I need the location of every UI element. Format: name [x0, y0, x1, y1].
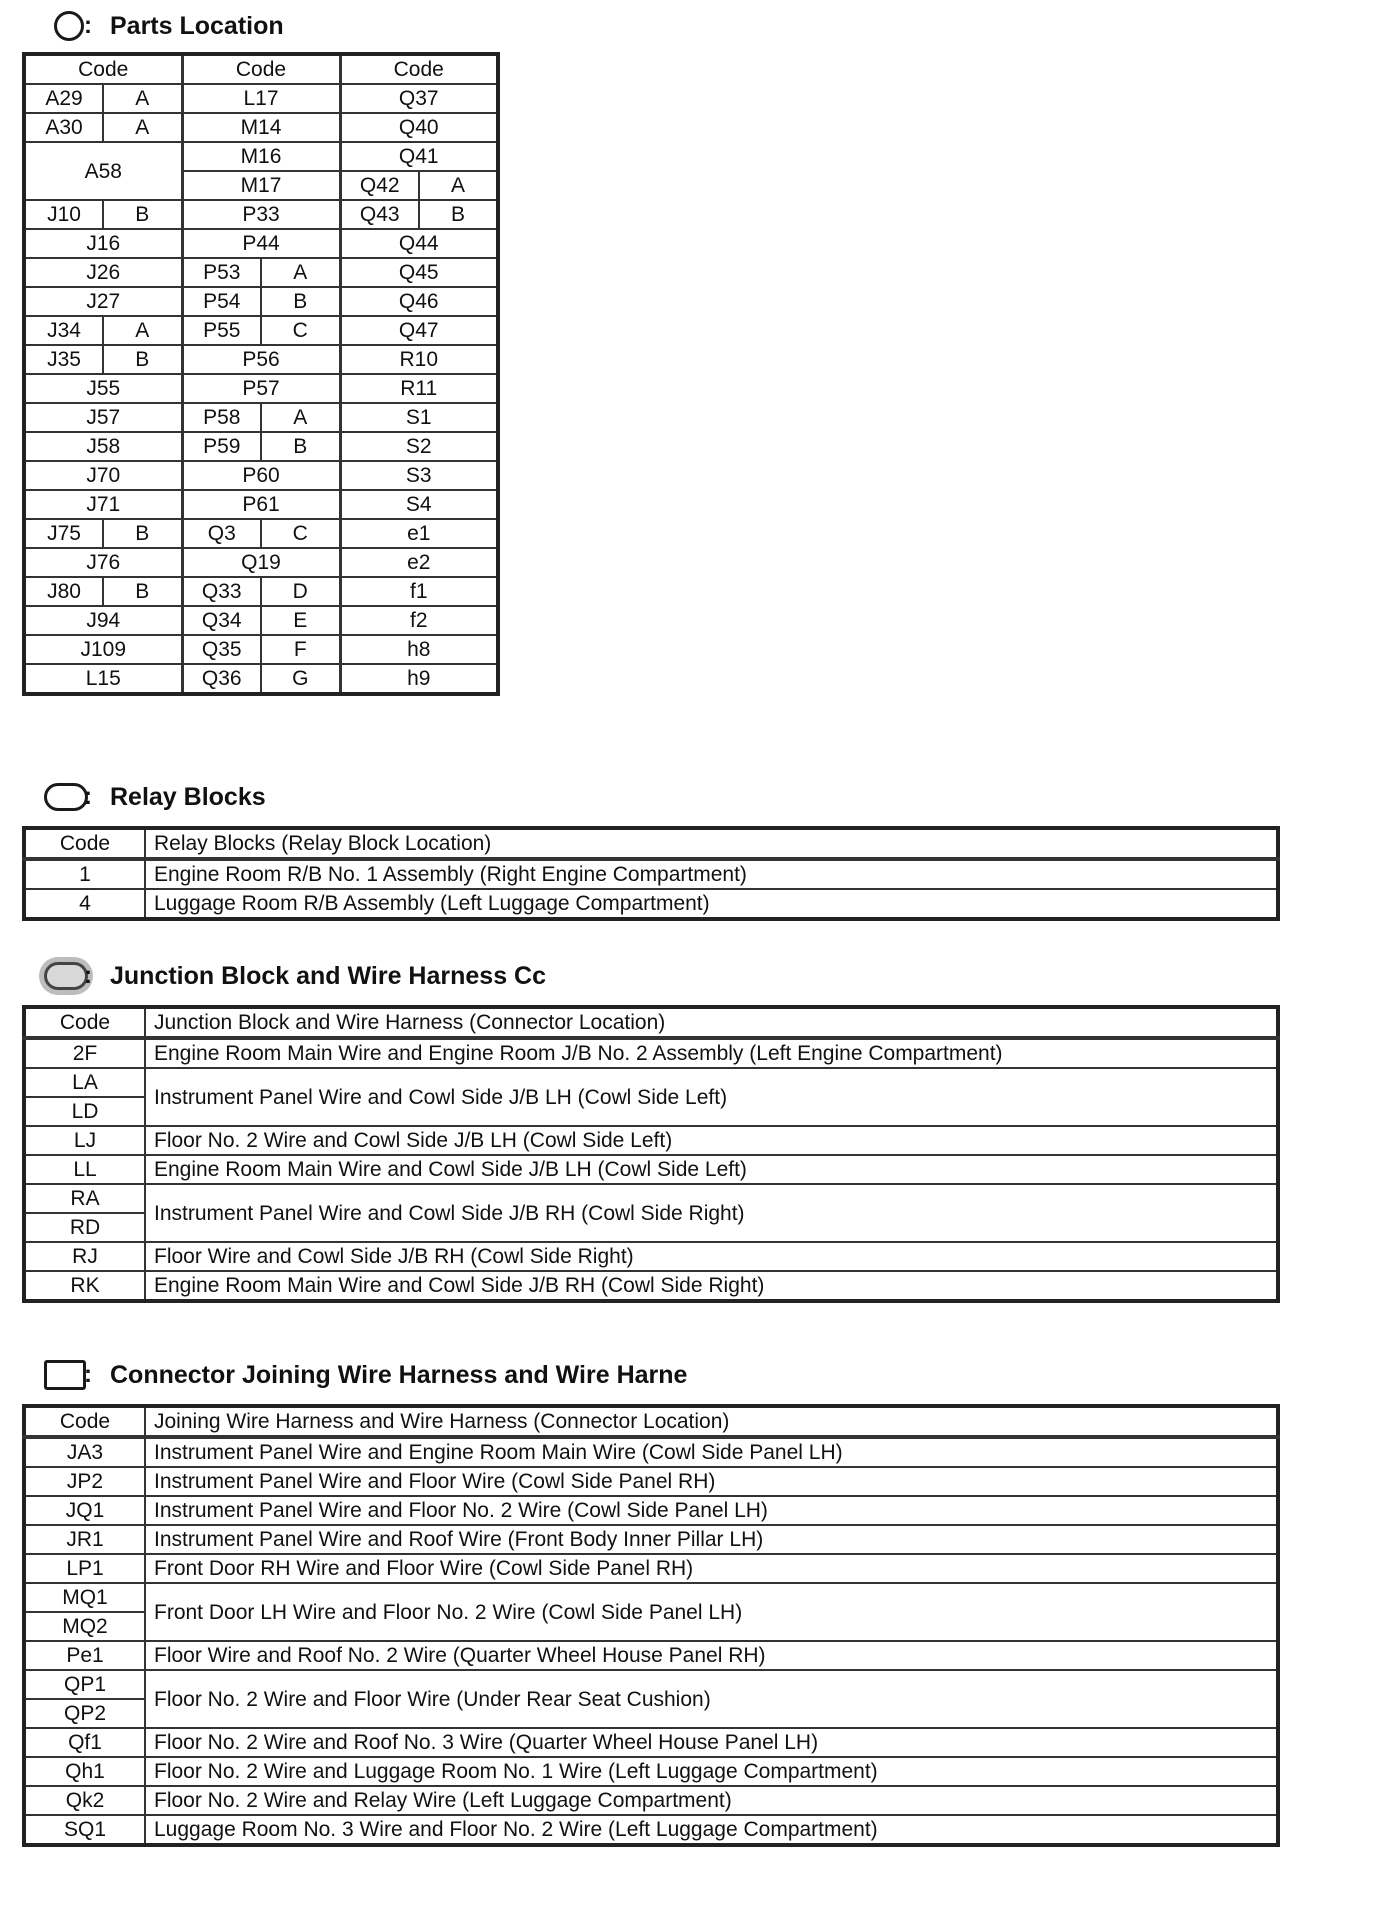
- parts-cell: P60: [182, 461, 340, 490]
- table-row: [24, 345, 498, 374]
- table-row: [24, 316, 498, 345]
- connector-location-cell: Front Door LH Wire and Floor No. 2 Wire (Cowl Side Panel LH): [145, 1583, 1278, 1641]
- junction-location-cell: Engine Room Main Wire and Cowl Side J/B LH (Cowl Side Left): [145, 1155, 1278, 1184]
- table-row: [24, 1467, 1278, 1496]
- parts-header-code: Code: [24, 54, 182, 84]
- table-row: [24, 142, 498, 171]
- relay-header-location: Relay Blocks (Relay Block Location): [145, 828, 1278, 859]
- parts-cell: C: [261, 316, 340, 345]
- table-row: [24, 1670, 1278, 1699]
- parts-location-table: [22, 52, 500, 696]
- rectangle-icon: [44, 1360, 86, 1390]
- parts-cell: B: [261, 432, 340, 461]
- parts-cell: Q19: [182, 548, 340, 577]
- connector-code-cell: JQ1: [24, 1496, 145, 1525]
- parts-cell: P55: [182, 316, 261, 345]
- table-row: [24, 287, 498, 316]
- connector-location-cell: Floor No. 2 Wire and Luggage Room No. 1 Wire (Left Luggage Compartment): [145, 1757, 1278, 1786]
- parts-cell: M17: [182, 171, 340, 200]
- parts-cell: Q35: [182, 635, 261, 664]
- table-row: [24, 1068, 1278, 1097]
- parts-cell: h8: [340, 635, 498, 664]
- parts-header-code: Code: [340, 54, 498, 84]
- junction-block-heading: [44, 956, 88, 996]
- junction-location-cell: Instrument Panel Wire and Cowl Side J/B LH (Cowl Side Left): [145, 1068, 1278, 1126]
- parts-header-code: Code: [182, 54, 340, 84]
- connector-code-cell: Qh1: [24, 1757, 145, 1786]
- parts-cell: B: [261, 287, 340, 316]
- junction-location-cell: Floor Wire and Cowl Side J/B RH (Cowl Side Right): [145, 1242, 1278, 1271]
- parts-header-row: [24, 54, 498, 84]
- parts-cell: A30: [24, 113, 103, 142]
- table-row: [24, 432, 498, 461]
- parts-cell: B: [103, 345, 182, 374]
- table-row: [24, 113, 498, 142]
- connector-code-cell: MQ2: [24, 1612, 145, 1641]
- parts-cell: R11: [340, 374, 498, 403]
- parts-cell: h9: [340, 664, 498, 694]
- table-row: [24, 1815, 1278, 1845]
- parts-cell: A: [261, 258, 340, 287]
- connector-location-cell: Instrument Panel Wire and Floor Wire (Cowl Side Panel RH): [145, 1467, 1278, 1496]
- parts-cell: Q47: [340, 316, 498, 345]
- table-row: [24, 84, 498, 113]
- relay-location-cell: Luggage Room R/B Assembly (Left Luggage Compartment): [145, 889, 1278, 919]
- connector-header-location: Joining Wire Harness and Wire Harness (Connector Location): [145, 1406, 1278, 1437]
- junction-code-cell: 2F: [24, 1038, 145, 1068]
- parts-cell: J27: [24, 287, 182, 316]
- parts-cell: A: [103, 84, 182, 113]
- table-row: [24, 1554, 1278, 1583]
- parts-cell: e2: [340, 548, 498, 577]
- relay-code-cell: 4: [24, 889, 145, 919]
- parts-cell: Q41: [340, 142, 498, 171]
- relay-blocks-heading: [44, 777, 88, 817]
- table-row: [24, 1271, 1278, 1301]
- parts-cell: J71: [24, 490, 182, 519]
- connector-code-cell: Qf1: [24, 1728, 145, 1757]
- parts-cell: J80: [24, 577, 103, 606]
- connector-location-cell: Luggage Room No. 3 Wire and Floor No. 2 Wire (Left Luggage Compartment): [145, 1815, 1278, 1845]
- junction-code-cell: RJ: [24, 1242, 145, 1271]
- table-row: [24, 374, 498, 403]
- table-row: [24, 1757, 1278, 1786]
- junction-header-code: Code: [24, 1007, 145, 1038]
- parts-cell: J55: [24, 374, 182, 403]
- parts-cell: A29: [24, 84, 103, 113]
- parts-cell: Q3: [182, 519, 261, 548]
- junction-code-cell: LA: [24, 1068, 145, 1097]
- table-row: [24, 1728, 1278, 1757]
- parts-cell: J70: [24, 461, 182, 490]
- oval-icon: [44, 783, 88, 811]
- table-row: [24, 490, 498, 519]
- connector-location-cell: Floor No. 2 Wire and Floor Wire (Under Rear Seat Cushion): [145, 1670, 1278, 1728]
- connector-location-cell: Front Door RH Wire and Floor Wire (Cowl Side Panel RH): [145, 1554, 1278, 1583]
- connector-code-cell: QP1: [24, 1670, 145, 1699]
- connector-location-cell: Floor No. 2 Wire and Roof No. 3 Wire (Quarter Wheel House Panel LH): [145, 1728, 1278, 1757]
- parts-cell: J57: [24, 403, 182, 432]
- circle-icon: [54, 11, 84, 41]
- connector-location-cell: Floor Wire and Roof No. 2 Wire (Quarter Wheel House Panel RH): [145, 1641, 1278, 1670]
- parts-cell: P58: [182, 403, 261, 432]
- table-row: [24, 1184, 1278, 1213]
- junction-header-row: [24, 1007, 1278, 1038]
- table-row: [24, 889, 1278, 919]
- parts-location-colon: :: [84, 12, 92, 39]
- connector-header-code: Code: [24, 1406, 145, 1437]
- relay-blocks-title: Relay Blocks: [110, 783, 266, 811]
- junction-code-cell: LL: [24, 1155, 145, 1184]
- parts-cell: J94: [24, 606, 182, 635]
- junction-location-cell: Engine Room Main Wire and Cowl Side J/B RH (Cowl Side Right): [145, 1271, 1278, 1301]
- parts-cell: Q42: [340, 171, 419, 200]
- table-row: [24, 577, 498, 606]
- parts-cell: D: [261, 577, 340, 606]
- relay-header-row: [24, 828, 1278, 859]
- parts-cell: J16: [24, 229, 182, 258]
- parts-location-heading: [44, 6, 84, 46]
- connector-code-cell: Qk2: [24, 1786, 145, 1815]
- relay-blocks-colon: :: [84, 783, 92, 810]
- parts-cell: P57: [182, 374, 340, 403]
- parts-cell: G: [261, 664, 340, 694]
- relay-code-cell: 1: [24, 859, 145, 889]
- parts-cell: P54: [182, 287, 261, 316]
- parts-cell: J76: [24, 548, 182, 577]
- parts-cell: J34: [24, 316, 103, 345]
- parts-cell: C: [261, 519, 340, 548]
- table-row: [24, 1786, 1278, 1815]
- table-row: [24, 1496, 1278, 1525]
- parts-cell: J75: [24, 519, 103, 548]
- connector-location-cell: Instrument Panel Wire and Roof Wire (Front Body Inner Pillar LH): [145, 1525, 1278, 1554]
- parts-cell: e1: [340, 519, 498, 548]
- junction-location-cell: Engine Room Main Wire and Engine Room J/B No. 2 Assembly (Left Engine Compartment): [145, 1038, 1278, 1068]
- parts-cell: A: [419, 171, 498, 200]
- table-row: [24, 606, 498, 635]
- junction-block-title: Junction Block and Wire Harness Cc: [110, 962, 546, 990]
- table-row: [24, 664, 498, 694]
- table-row: [24, 1155, 1278, 1184]
- junction-block-table: [22, 1005, 1280, 1303]
- parts-cell: B: [103, 519, 182, 548]
- table-row: [24, 1641, 1278, 1670]
- parts-cell: J58: [24, 432, 182, 461]
- parts-cell: Q46: [340, 287, 498, 316]
- parts-cell: Q34: [182, 606, 261, 635]
- table-row: [24, 229, 498, 258]
- junction-header-location: Junction Block and Wire Harness (Connector Location): [145, 1007, 1278, 1038]
- connector-location-cell: Floor No. 2 Wire and Relay Wire (Left Luggage Compartment): [145, 1786, 1278, 1815]
- parts-cell: P53: [182, 258, 261, 287]
- table-row: [24, 258, 498, 287]
- connector-code-cell: JA3: [24, 1437, 145, 1467]
- parts-cell: Q37: [340, 84, 498, 113]
- junction-location-cell: Instrument Panel Wire and Cowl Side J/B RH (Cowl Side Right): [145, 1184, 1278, 1242]
- connector-header-row: [24, 1406, 1278, 1437]
- parts-cell: P56: [182, 345, 340, 374]
- table-row: [24, 200, 498, 229]
- table-row: [24, 1126, 1278, 1155]
- parts-cell: L15: [24, 664, 182, 694]
- junction-code-cell: LD: [24, 1097, 145, 1126]
- parts-cell: P33: [182, 200, 340, 229]
- connector-code-cell: MQ1: [24, 1583, 145, 1612]
- junction-code-cell: RA: [24, 1184, 145, 1213]
- connector-code-cell: JP2: [24, 1467, 145, 1496]
- parts-cell: S1: [340, 403, 498, 432]
- parts-cell: Q45: [340, 258, 498, 287]
- parts-cell: f1: [340, 577, 498, 606]
- connector-colon: :: [84, 1361, 92, 1388]
- parts-cell: P61: [182, 490, 340, 519]
- table-row: [24, 859, 1278, 889]
- connector-table: [22, 1404, 1280, 1847]
- connector-code-cell: JR1: [24, 1525, 145, 1554]
- parts-cell: f2: [340, 606, 498, 635]
- parts-cell: F: [261, 635, 340, 664]
- parts-cell: Q43: [340, 200, 419, 229]
- table-row: [24, 403, 498, 432]
- junction-location-cell: Floor No. 2 Wire and Cowl Side J/B LH (Cowl Side Left): [145, 1126, 1278, 1155]
- table-row: [24, 519, 498, 548]
- parts-cell: M16: [182, 142, 340, 171]
- parts-location-title: Parts Location: [110, 12, 284, 40]
- connector-location-cell: Instrument Panel Wire and Floor No. 2 Wire (Cowl Side Panel LH): [145, 1496, 1278, 1525]
- parts-cell: J35: [24, 345, 103, 374]
- parts-cell: J26: [24, 258, 182, 287]
- parts-cell: B: [103, 577, 182, 606]
- connector-location-cell: Instrument Panel Wire and Engine Room Main Wire (Cowl Side Panel LH): [145, 1437, 1278, 1467]
- parts-cell: A: [103, 316, 182, 345]
- connector-title: Connector Joining Wire Harness and Wire Harne: [110, 1361, 688, 1389]
- parts-cell: Q44: [340, 229, 498, 258]
- junction-code-cell: RD: [24, 1213, 145, 1242]
- parts-cell: L17: [182, 84, 340, 113]
- connector-heading: [44, 1355, 86, 1395]
- table-row: [24, 1525, 1278, 1554]
- parts-cell: E: [261, 606, 340, 635]
- connector-code-cell: Pe1: [24, 1641, 145, 1670]
- table-row: [24, 1583, 1278, 1612]
- junction-code-cell: LJ: [24, 1126, 145, 1155]
- junction-code-cell: RK: [24, 1271, 145, 1301]
- table-row: [24, 1038, 1278, 1068]
- parts-cell: S3: [340, 461, 498, 490]
- table-row: [24, 635, 498, 664]
- table-row: [24, 461, 498, 490]
- parts-cell: Q36: [182, 664, 261, 694]
- shaded-oval-icon: [44, 962, 88, 990]
- parts-cell: P59: [182, 432, 261, 461]
- relay-location-cell: Engine Room R/B No. 1 Assembly (Right Engine Compartment): [145, 859, 1278, 889]
- relay-header-code: Code: [24, 828, 145, 859]
- table-row: [24, 548, 498, 577]
- parts-cell: R10: [340, 345, 498, 374]
- parts-cell: P44: [182, 229, 340, 258]
- parts-cell: S4: [340, 490, 498, 519]
- parts-cell: A: [103, 113, 182, 142]
- table-row: [24, 1242, 1278, 1271]
- parts-cell: J10: [24, 200, 103, 229]
- parts-cell: A58: [24, 142, 182, 200]
- parts-cell: B: [419, 200, 498, 229]
- connector-code-cell: QP2: [24, 1699, 145, 1728]
- parts-cell: Q33: [182, 577, 261, 606]
- parts-cell: Q40: [340, 113, 498, 142]
- parts-cell: A: [261, 403, 340, 432]
- parts-cell: M14: [182, 113, 340, 142]
- parts-cell: J109: [24, 635, 182, 664]
- table-row: [24, 1437, 1278, 1467]
- junction-block-colon: :: [84, 962, 92, 989]
- parts-cell: B: [103, 200, 182, 229]
- parts-cell: S2: [340, 432, 498, 461]
- relay-blocks-table: [22, 826, 1280, 921]
- connector-code-cell: SQ1: [24, 1815, 145, 1845]
- connector-code-cell: LP1: [24, 1554, 145, 1583]
